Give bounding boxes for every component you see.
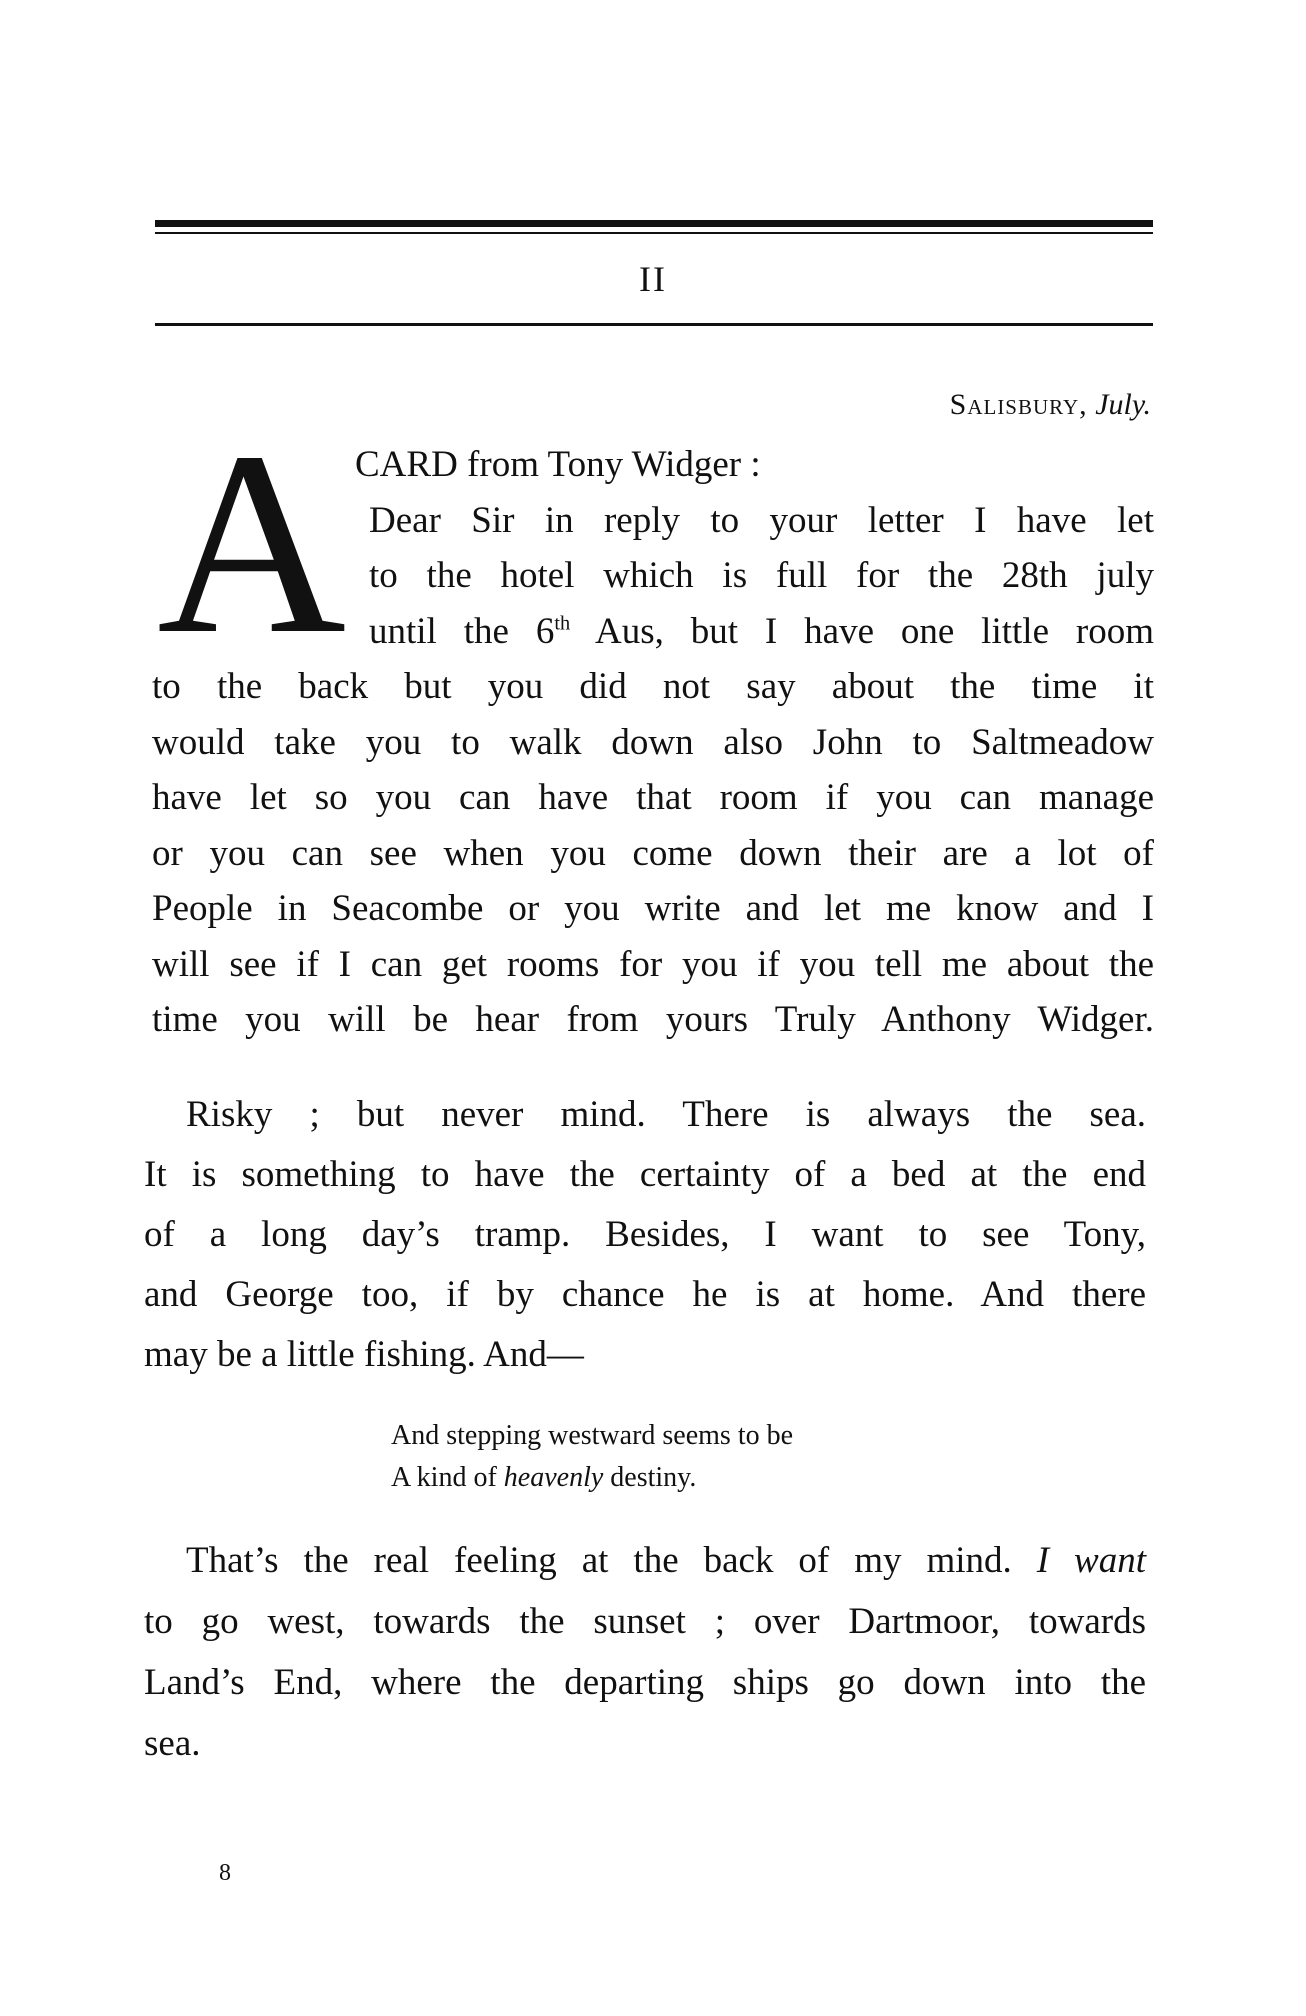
letter-line: People in Seacombe or you write and let me know and I — [152, 888, 1154, 929]
dateline — [950, 388, 1151, 422]
letter-line: to the hotel which is full for the 28th july — [369, 555, 1154, 596]
letter-paragraph — [152, 437, 1154, 1048]
paragraph-line: of a long day’s tramp. Besides, I want to see Tony, — [144, 1214, 1146, 1255]
verse-line: A kind of heavenly destiny. — [391, 1462, 697, 1493]
letter-line: to the back but you did not say about the time it — [152, 666, 1154, 707]
chapter-number: II — [639, 259, 667, 299]
verse-line: And stepping westward seems to be — [391, 1420, 794, 1451]
letter-line: would take you to walk down also John to Saltmeadow — [152, 721, 1154, 763]
paragraph-line: That’s the real feeling at the back of my mind. I want — [186, 1540, 1147, 1581]
paragraph-line: Risky ; but never mind. There is always the sea. — [186, 1094, 1146, 1135]
page-number: 8 — [219, 1860, 231, 1886]
letter-line: Dear Sir in reply to your letter I have let — [369, 499, 1154, 541]
paragraph-line: sea. — [144, 1723, 201, 1764]
body-paragraph — [144, 1530, 1146, 1774]
body-paragraph — [144, 1085, 1146, 1385]
paragraph-line: may be a little fishing. And— — [144, 1334, 584, 1375]
letter-line: have let so you can have that room if you can manage — [152, 777, 1154, 818]
paragraph-line: and George too, if by chance he is at home. And there — [144, 1274, 1146, 1315]
letter-line: time you will be hear from yours Truly Anthony Widger. — [152, 999, 1154, 1040]
paragraph-line: It is something to have the certainty of a bed at the end — [144, 1154, 1146, 1195]
letter-line: until the 6th Aus, but I have one little room — [369, 610, 1154, 652]
emphasis: heavenly — [503, 1462, 604, 1493]
paragraph-line: to go west, towards the sunset ; over Dartmoor, towards — [144, 1601, 1146, 1642]
dateline-date: July. — [1095, 388, 1151, 421]
superscript-th: th — [554, 612, 571, 635]
letter-line: CARD from Tony Widger : — [355, 444, 761, 485]
verse-quotation — [391, 1415, 793, 1499]
header-rule-thick — [155, 220, 1153, 227]
dateline-place: Salisbury, — [949, 388, 1088, 421]
header-rule-thin — [155, 232, 1153, 234]
letter-line: will see if I can get rooms for you if you tell me about the — [152, 943, 1154, 985]
emphasis: I want — [1036, 1540, 1147, 1581]
letter-line: or you can see when you come down their are a lot of — [152, 832, 1154, 874]
drop-cap: A — [157, 398, 347, 688]
chapter-rule — [155, 323, 1153, 326]
paragraph-line: Land’s End, where the departing ships go down into the — [144, 1662, 1146, 1703]
